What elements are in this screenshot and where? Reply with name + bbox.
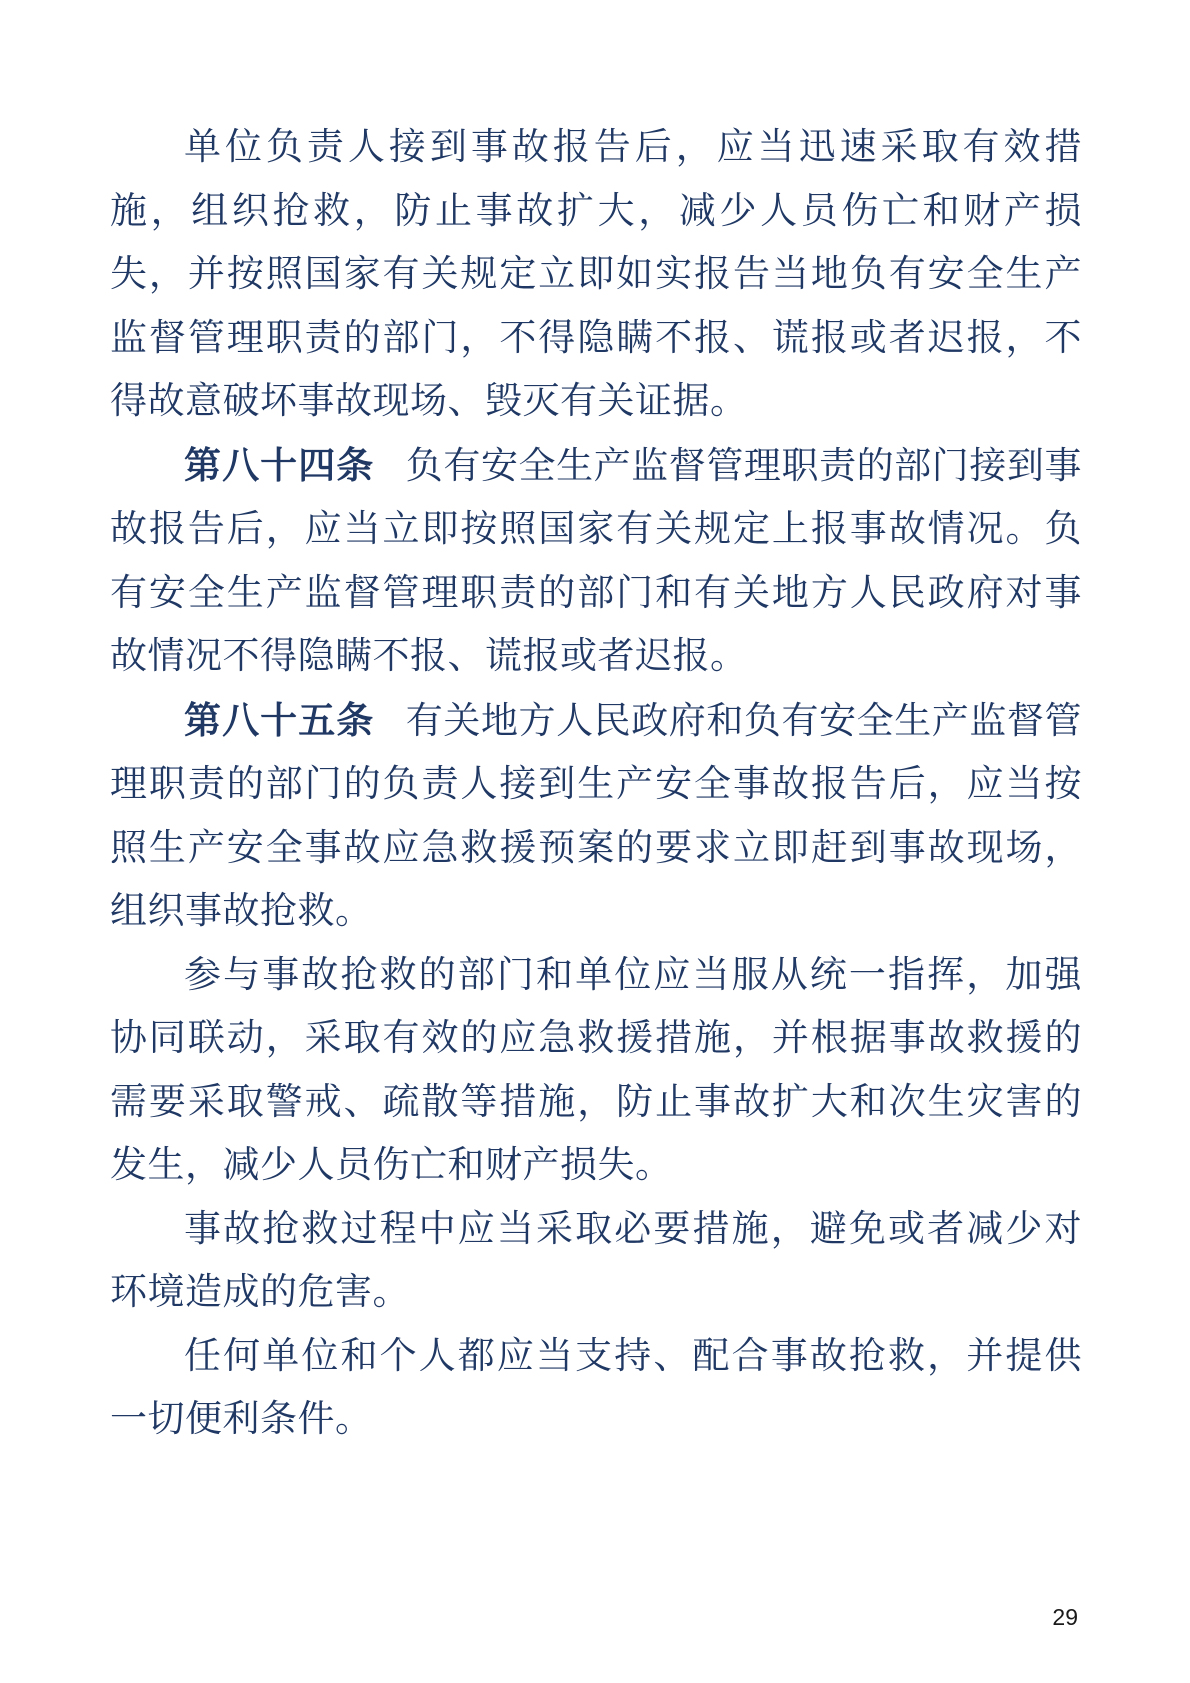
article-number: 第八十四条 (184, 444, 375, 486)
paragraph (110, 1325, 1082, 1452)
paragraph (110, 116, 1082, 434)
paragraph (110, 1198, 1082, 1325)
paragraph (110, 944, 1082, 1198)
article-number: 第八十五条 (184, 699, 375, 741)
paragraph (110, 689, 1082, 944)
document-body (110, 116, 1082, 1452)
paragraph-text: 事故抢救过程中应当采取必要措施，避免或者减少对环境造成的危害。 (110, 1208, 1082, 1313)
paragraph-text: 参与事故抢救的部门和单位应当服从统一指挥，加强协同联动，采取有效的应急救援措施，并根据事故救援的需要采取警戒、疏散等措施，防止事故扩大和次生灾害的发生，减少人员伤亡和财产损失。 (110, 954, 1082, 1186)
paragraph-text: 负有安全生产监督管理职责的部门接到事故报告后，应当立即按照国家有关规定上报事故情况。负有安全生产监督管理职责的部门和有关地方人民政府对事故情况不得隐瞒不报、谎报或者迟报。 (110, 445, 1083, 677)
paragraph-text: 任何单位和个人都应当支持、配合事故抢救，并提供一切便利条件。 (110, 1335, 1082, 1440)
paragraph-text: 单位负责人接到事故报告后，应当迅速采取有效措施，组织抢救，防止事故扩大，减少人员伤亡和财产损失，并按照国家有关规定立即如实报告当地负有安全生产监督管理职责的部门，不得隐瞒不报、谎报或者迟报，不得故意破坏事故现场、毁灭有关证据。 (110, 127, 1082, 422)
paragraph-text: 有关地方人民政府和负有安全生产监督管理职责的部门的负责人接到生产安全事故报告后，应当按照生产安全事故应急救援预案的要求立即赶到事故现场，组织事故抢救。 (110, 700, 1083, 932)
page-number: 29 (1052, 1604, 1078, 1630)
paragraph (110, 434, 1082, 689)
